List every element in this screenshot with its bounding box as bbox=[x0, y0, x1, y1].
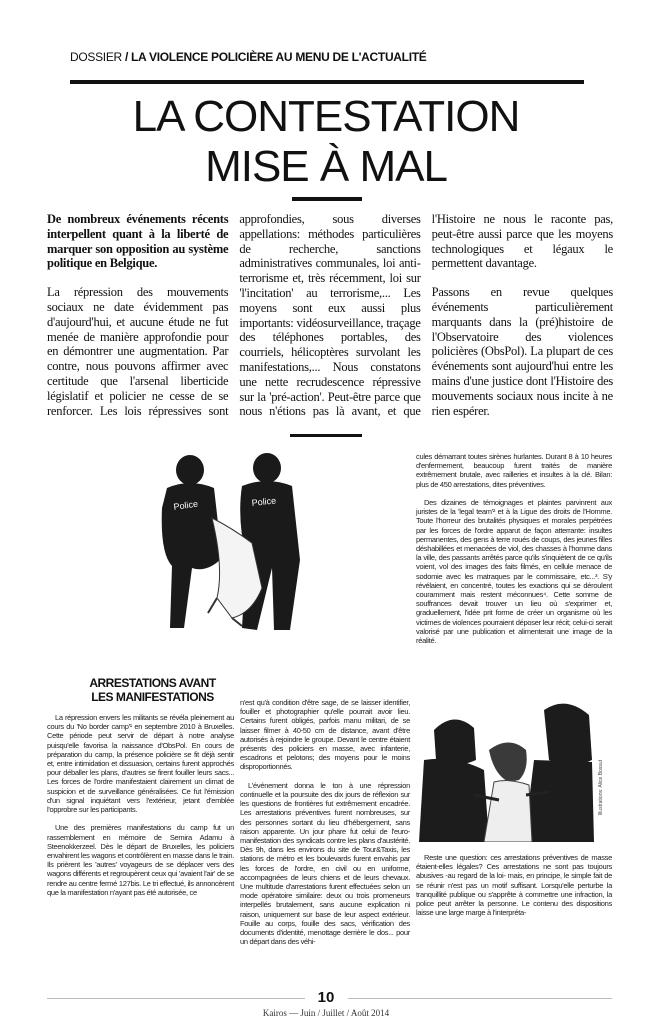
paragraph: Des dizaines de témoignages et plaintes parvinrent aux juristes de la 'legal team'² et à la Ligue des droits de l'Homme. Toute l'horreur des brutalités physiques et morales perpétrées par les forces de l'ordre apparut de façon atterrante: insultes permanentes, des gens à terre roués de coups, des jeunes filles déshabillées et menacées de viol, des chasses à l'homme dans la ville, des passants arrêtés parce qu'ils s'inquiètent de ce qu'ils voient, vol des images des faits filmés, en cellule menace de sodomie avec les matraques par le commissaire, etc...³. S'y révélaient, en concentré, toutes les exactions qui se déroulent couramment mais restent méconnues⁴. Cette somme de souffrances devait trouver un lieu où s'exprimer et, graduellement, l'idée prit forme de créer un organisme où les victimes de violences pourraient déposer leur récit; celui-ci serait valorisé par une publication et alimenterait une image de la réalité. bbox=[416, 498, 612, 646]
dossier-topic: LA VIOLENCE POLICIÈRE AU MENU DE L'ACTUALITÉ bbox=[131, 50, 427, 64]
page-number: 10 bbox=[317, 989, 335, 1006]
lead-paragraph: De nombreux événements récents interpellent quant à la liberté de marquer son opposition au système politique en Belgique. bbox=[47, 212, 229, 271]
article-column-3-bottom bbox=[416, 853, 612, 927]
paragraph: Une des premières manifestations du camp fut un rassemblement en mémoire de Semira Adamu à Steenokkerzeel. Dès le départ de Bruxelles, les policiers envahirent les wagons et contrôlèrent en masse dans le train. Ils prièrent les 'autres' voyageurs de se déplacer vers des wagons différents et regroupèrent ceux qui 'avaient l'air' de se rendre au centre fermé 127bis. Le tri effectué, ils annoncèrent que la manifestation n'ayant pas été autorisée, ce bbox=[47, 823, 234, 897]
article-column-1 bbox=[47, 713, 234, 906]
paragraph: La répression envers les militants se révéla pleinement au cours du 'No border camp'¹ en septembre 2010 à Bruxelles. Cette période peut servir de départ à notre analyse puisqu'elle favorisa la naissance d'ObsPol. En cours de préparation du camp, la présence policière se fit déjà sentir et, entre intimidation et dissuasion, certains furent approchés pour déballer les plans, d'autres se firent fouiller leurs sacs... Les forces de l'ordre manifestaient clairement un climat de suspicion et de surveillance généralisées. Ce fut l'émission d'un signal inquiétant vers l'extérieur, jetant d'emblée l'opprobre sur les participants. bbox=[47, 713, 234, 815]
article-column-2 bbox=[240, 698, 410, 956]
section-heading bbox=[60, 676, 245, 704]
jacket-label: Police bbox=[172, 498, 199, 512]
header-rule bbox=[70, 80, 584, 84]
title-divider bbox=[292, 197, 362, 201]
page-title bbox=[0, 92, 652, 192]
paragraph: L'événement donna le ton à une répression continuelle et la poursuite des dix jours de réflexion sur les questions de frontières fut extrêmement encadrée. Les arrestations préventives furent nombreuses, sur des personnes sortant du lieu d'hébergement, sans raison apparente. Un jour phare fut celui de l'euro-manifestation des syndicats contre les plans d'austérité. Dès 9h, dans les environs du site de Tour&Taxis, les stations de métro et les boulevards furent envahis par les forces de l'ordre, en civil ou en uniforme, accompagnées de leurs chiens et de leurs chevaux. Une multitude d'arrestations furent effectuées selon un mode opératoire similaire: deux ou trois promeneurs interpellés brutalement, sans aucune explication ni raison, uniquement sur base de leur aspect extérieur. Fouille au corps, fouille des sacs, vérification des documents d'identité, menottage derrière le dos... pour un départ dans des véhi- bbox=[240, 780, 410, 947]
intro-paragraph: Passons en revue quelques événements particulièrement marquants dans la (pré)histoire de l'Observatoire des violences policières (ObsPol). La plupart de ces événements sont aujourd'hui entre les mains d'une justice dont l'Histoire des mouvements sociaux nous incite à ne rien espérer. bbox=[431, 285, 613, 418]
illustration-credit: Illustrations: Alice Bossut bbox=[598, 760, 604, 816]
paragraph: cules démarrant toutes sirènes hurlantes. Durant 8 à 10 heures d'enfermement, beaucoup furent traités de manière extrêmement brutale, avec railleries et insultes à la clé. Bilan: plus de 450 arrestations, dites préventives. bbox=[416, 452, 612, 489]
title-line-2: MISE À MAL bbox=[205, 142, 447, 191]
heading-line-2: LES MANIFESTATIONS bbox=[91, 690, 214, 704]
paragraph: n'est qu'à condition d'être sage, de se laisser identifier, fouiller et photographier qu'elle pourrait avoir lieu. Certains furent obligés, parfois manu militari, de se laisser filmer à 40-50 cm de distance, avant d'être autorisés à rejoindre le groupe. Devant le centre étaient présents des policiers en masse, avec infanterie, escadrons et pelotons; des moyens pour le moins disproportionnés. bbox=[240, 698, 410, 772]
intro-paragraph: La répression des mouvements sociaux ne date évidemment pas d'aujourd'hui, et aucune étude ne fut menée de manière approfondie pour en démontrer une augmentation. Par contre, nous pouvons affirmer avec certitude que l'arsenal liberticide législatif et policier ne cesse de se renforcer. Les lois répressives sont approfondies, sous diverses appellations: méthodes particulières de recherche, sanctions administratives communales, loi anti-terrorisme et, très récemment, loi sur 'l'incitation' au terrorisme,... Les moyens sont eux aussi plus importants: vidéosurveillance, traçage des téléphones portables, des courriels, hélicoptères survolant les manifestations,... Nous constatons une nette recrudescence répressive sur la 'pré-action'. Peut-être parce que nous n'étions pas là avant, et que l'Histoire ne nous le raconte pas, peut-être aussi parce que les moyens technologiques et légaux le permettent davantage. bbox=[47, 212, 613, 419]
publication-info: Kairos — Juin / Juillet / Août 2014 bbox=[262, 1008, 390, 1018]
article-column-3-top bbox=[416, 452, 612, 654]
section-divider bbox=[290, 434, 362, 437]
jacket-label: Police bbox=[251, 495, 277, 508]
section-label: DOSSIER bbox=[70, 50, 122, 64]
kicker-separator: / bbox=[121, 50, 132, 64]
title-line-1: LA CONTESTATION bbox=[132, 92, 520, 141]
intro-text bbox=[47, 212, 613, 423]
heading-line-1: ARRESTATIONS AVANT bbox=[89, 676, 216, 690]
paragraph: Reste une question: ces arrestations préventives de masse étaient-elles légales? Ces arrestations ne sont pas toujours abusives -au regard de la loi- mais, en principe, le simple fait de se réunir n'est pas un motif suffisant. Lorsqu'elle perturbe la tranquillité publique ou s'apprête à commettre une infraction, la police peut arrêter la personne. Le contenu des dispositions laisse une large marge à l'interpréta- bbox=[416, 853, 612, 918]
section-kicker bbox=[70, 50, 426, 64]
riot-police-illustration bbox=[414, 700, 594, 842]
police-arrest-illustration bbox=[112, 448, 362, 643]
